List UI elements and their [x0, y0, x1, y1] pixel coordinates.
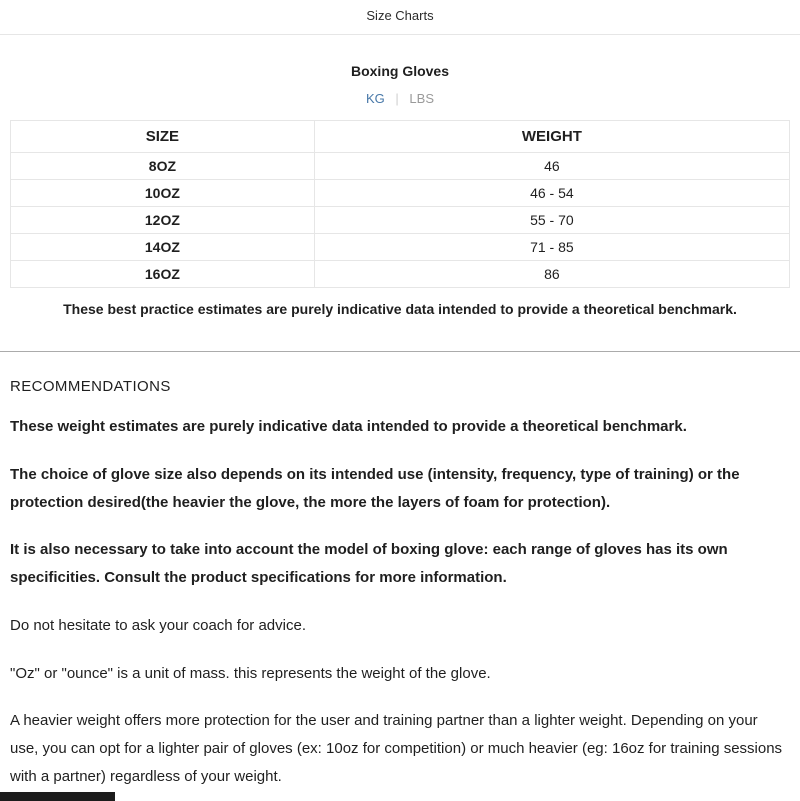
recommendation-paragraph: It is also necessary to take into account the model of boxing glove: each range of gloves has its own specificities. Consult the product specifications for more information.: [10, 541, 728, 586]
recommendation-paragraph: "Oz" or "ounce" is a unit of mass. this represents the weight of the glove.: [10, 664, 491, 682]
table-note: These best practice estimates are purely indicative data intended to provide a theoretical benchmark.: [63, 301, 737, 317]
chart-title: Boxing Gloves: [350, 63, 450, 79]
size-cell: 14OZ: [11, 234, 315, 261]
unit-kg-toggle[interactable]: KG: [365, 91, 385, 106]
tab-size-charts[interactable]: Size Charts: [366, 8, 434, 23]
recommendations-heading: RECOMMENDATIONS: [10, 378, 171, 395]
table-row: [11, 207, 790, 234]
recommendation-paragraph: The choice of glove size also depends on its intended use (intensity, frequency, type of training) or the protection desired(the heavier the glove, the more the layers of foam for protection).: [10, 465, 740, 511]
weight-cell: 86: [314, 261, 789, 288]
unit-separator: |: [395, 91, 399, 106]
recommendation-paragraph: A heavier weight offers more protection for the user and training partner than a lighter weight. Depending on your use, you can opt for a lighter pair of gloves (ex: 10oz for competition) or much heavier (eg: 16oz for training sessions with a partner) regardless of your weight.: [10, 712, 783, 785]
size-chart-table: [10, 120, 790, 288]
column-header-size: SIZE: [11, 121, 315, 153]
recommendation-paragraph: Do not hesitate to ask your coach for advice.: [10, 616, 306, 634]
weight-cell: 46: [314, 153, 789, 180]
size-cell: 8OZ: [11, 153, 315, 180]
footer-strip: [0, 792, 115, 801]
size-chart-panel: [0, 63, 800, 791]
table-header-row: [11, 121, 790, 153]
recommendation-paragraph: These weight estimates are purely indicative data intended to provide a theoretical benchmark.: [10, 418, 687, 435]
weight-cell: 71 - 85: [314, 234, 789, 261]
section-divider: [0, 351, 800, 352]
size-cell: 10OZ: [11, 180, 315, 207]
weight-cell: 46 - 54: [314, 180, 789, 207]
unit-toggle: [10, 91, 790, 106]
weight-cell: 55 - 70: [314, 207, 789, 234]
topbar: [0, 0, 800, 35]
table-row: [11, 234, 790, 261]
table-row: [11, 180, 790, 207]
size-cell: 12OZ: [11, 207, 315, 234]
table-row: [11, 261, 790, 288]
table-row: [11, 153, 790, 180]
column-header-weight: WEIGHT: [314, 121, 789, 153]
unit-lbs-toggle[interactable]: LBS: [409, 91, 434, 106]
size-cell: 16OZ: [11, 261, 315, 288]
